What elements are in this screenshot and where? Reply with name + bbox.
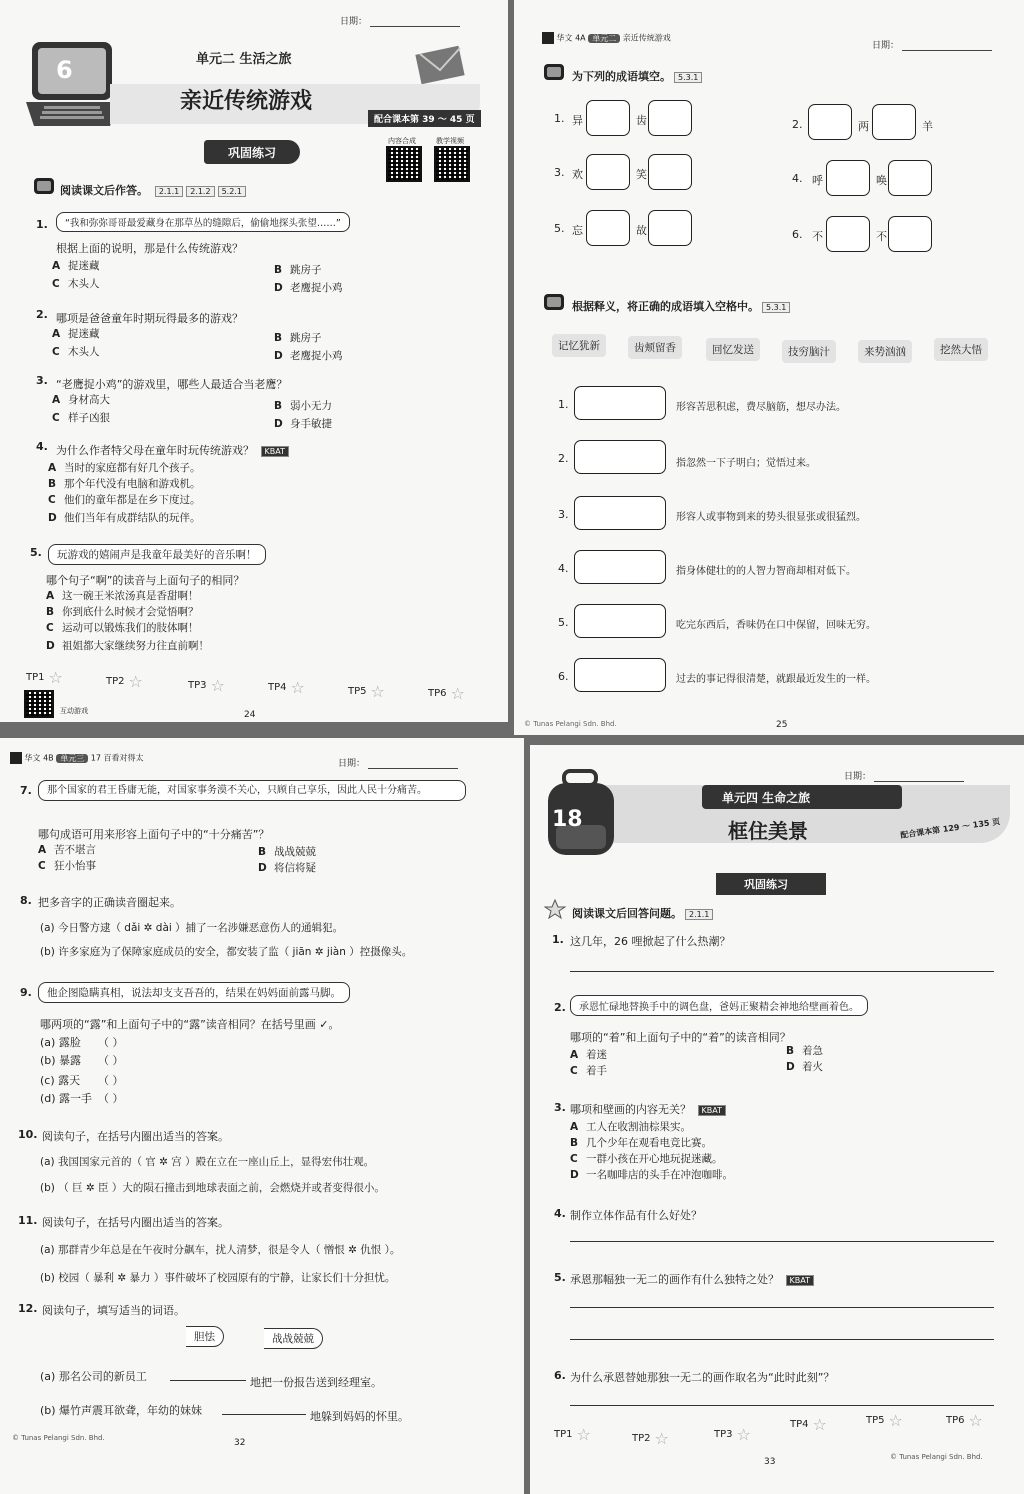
q7-prompt: 哪句成语可用来形容上面句子中的“十分痛苦”？: [38, 828, 270, 841]
q1-option-b[interactable]: B 跳房子: [274, 264, 322, 276]
textbook-reference: 配合课本第 39 ～ 45 页: [368, 110, 481, 127]
def-4-answer-box[interactable]: [574, 550, 666, 584]
lesson-number: 18: [552, 807, 583, 832]
running-header: 华文 4A 单元二 亲近传统游戏: [542, 32, 671, 44]
q3-option-a[interactable]: A 工人在收割油棕果实。: [570, 1121, 691, 1133]
q1-number: 1.: [36, 218, 48, 231]
q4-prompt: 为什么作者特父母在童年时玩传统游戏？ KBAT: [56, 442, 289, 458]
def-5-answer-box[interactable]: [574, 604, 666, 638]
def-3-text: 形容人或事物到来的势头很显张或很猛烈。: [676, 512, 866, 523]
unit-label: 单元四 生命之旅: [722, 791, 811, 805]
page-33: [530, 745, 1024, 1494]
q2-option-b[interactable]: B 着急: [786, 1045, 823, 1057]
q2-prompt: 哪项是爸爸童年时期玩得最多的游戏？: [56, 312, 243, 325]
q10-sentence-b[interactable]: (b) （ 巨 ✲ 臣 ）大的陨石撞击到地球表面之前，会燃烧并或者变得很小。: [40, 1182, 385, 1194]
q2-option-a[interactable]: A 捉迷藏: [52, 328, 100, 340]
q3-option-a[interactable]: A 身材高大: [52, 394, 110, 406]
q4-option-d[interactable]: D 他们当年有成群结队的玩伴。: [48, 512, 201, 524]
q1-number: 1.: [552, 933, 564, 946]
qr-code-content[interactable]: [386, 146, 422, 182]
def-2-text: 指忽然一下子明白；觉悟过来。: [676, 458, 816, 469]
star-icon[interactable]: ☆: [290, 678, 305, 697]
unit-label: 单元二 生活之旅: [196, 52, 292, 67]
star-icon[interactable]: ☆: [370, 682, 385, 701]
q7-option-a[interactable]: A 苦不堪言: [38, 844, 96, 856]
copyright: © Tunas Pelangi Sdn. Bhd.: [12, 1434, 105, 1442]
q11-number: 11.: [18, 1214, 38, 1227]
page-32: [0, 738, 524, 1494]
q4-prompt: 制作立体作品有什么好处？: [570, 1209, 702, 1222]
q12-blank-b[interactable]: [222, 1414, 306, 1415]
q4-option-c[interactable]: C 他们的童年都是在乡下度过。: [48, 494, 201, 506]
copyright: © Tunas Pelangi Sdn. Bhd.: [524, 720, 617, 728]
q5-answer-line-2[interactable]: [570, 1339, 994, 1340]
q7-option-c[interactable]: C 狂小怡事: [38, 860, 96, 872]
word-chip-1[interactable]: 记忆犹新: [552, 334, 606, 357]
q4-option-a[interactable]: A 当时的家庭都有好几个孩子。: [48, 462, 201, 474]
q12-prompt: 阅读句子，填写适当的词语。: [42, 1304, 185, 1317]
q1-prompt: 这几年，26 哩掀起了什么热潮？: [570, 935, 731, 948]
q3-option-c[interactable]: C 一群小孩在开心地玩捉迷藏。: [570, 1153, 723, 1165]
q12-sentence-a-start: (a) 那名公司的新员工: [40, 1370, 147, 1383]
lesson-number: 6: [56, 56, 73, 84]
star-icon[interactable]: ☆: [210, 676, 225, 695]
practice-tag: 巩固练习: [228, 146, 277, 160]
q1-prompt: 根据上面的说明，那是什么传统游戏？: [56, 242, 243, 255]
idiom-6-char-a: 不: [812, 230, 823, 243]
q3-option-d[interactable]: D 身手敏捷: [274, 418, 332, 430]
q2-number: 2.: [554, 1001, 566, 1014]
def-6-number: 6.: [558, 670, 569, 683]
word-chip-5[interactable]: 来势汹汹: [858, 340, 912, 363]
def-1-text: 形容苦思积虑，费尽脑筋，想尽办法。: [676, 402, 846, 413]
q10-sentence-a[interactable]: (a) 我国国家元首的（ 官 ✲ 宫 ）殿在立在一座山丘上，显得宏伟壮观。: [40, 1156, 375, 1168]
q2-option-c[interactable]: C 着手: [570, 1065, 607, 1077]
q11-sentence-b[interactable]: (b) 校园（ 暴利 ✲ 暴力 ）事件破坏了校园原有的宁静，让家长们十分担忧。: [40, 1272, 396, 1284]
qr-code-game[interactable]: [24, 690, 54, 718]
word-chip-2[interactable]: 齿颊留香: [628, 336, 682, 359]
page-24: [0, 0, 508, 722]
q3-option-b[interactable]: B 几个少年在观看电竞比赛。: [570, 1137, 712, 1149]
q1-quote: “我和弥弥哥哥最爱藏身在那草丛的缝隙后，偷偷地探头张望……”: [56, 212, 350, 232]
idiom-6-blank-1[interactable]: [826, 216, 870, 252]
tp5-rating[interactable]: TP5 ☆: [348, 682, 385, 701]
q4-number: 4.: [554, 1207, 566, 1220]
idiom-2-number: 2.: [792, 118, 803, 131]
tp6-rating[interactable]: TP6 ☆: [946, 1411, 983, 1430]
idiom-5-char-a: 忘: [572, 224, 583, 237]
q2-option-a[interactable]: A 着迷: [570, 1049, 607, 1061]
q3-option-c[interactable]: C 样子凶狠: [52, 412, 110, 424]
section1-instruction: 为下列的成语填空。 5.3.1: [572, 68, 702, 84]
q8-sentence-a[interactable]: (a) 今日警方逮（ dǎi ✲ dài ）捕了一名涉嫌恶意伤人的通辑犯。: [40, 922, 344, 934]
page-number: 33: [764, 1457, 776, 1467]
page-25: [514, 0, 1024, 735]
q5-option-c[interactable]: C 运动可以锻炼我们的肢体啊！: [46, 622, 199, 634]
footer-note: 互动游戏: [60, 707, 88, 715]
q3-prompt: 哪项和壁画的内容无关？ KBAT: [570, 1101, 726, 1117]
date-field[interactable]: 日期：: [338, 756, 458, 769]
def-5-number: 5.: [558, 616, 569, 629]
q9-quote: 他企图隐瞒真相，说法却支支吾吾的，结果在妈妈面前露马脚。: [38, 982, 350, 1003]
def-6-text: 过去的事记得很清楚，就跟最近发生的一样。: [676, 674, 876, 685]
word-chip-zhanzhan[interactable]: 战战兢兢: [264, 1328, 323, 1349]
q2-option-d[interactable]: D 着火: [786, 1061, 823, 1073]
idiom-3-number: 3.: [554, 166, 565, 179]
tv-icon: [544, 294, 564, 310]
q3-option-b[interactable]: B 弱小无力: [274, 400, 332, 412]
q5-number: 5.: [30, 546, 42, 559]
q9-option-d[interactable]: (d) 露一手 （ ）: [40, 1092, 124, 1105]
q9-number: 9.: [20, 986, 32, 999]
q11-prompt: 阅读句子，在括号内圈出适当的答案。: [42, 1216, 229, 1229]
idiom-1-char-a: 异: [572, 114, 583, 127]
section-instruction: 阅读课文后回答问题。 2.1.1: [572, 905, 713, 921]
def-5-text: 吃完东西后，香味仍在口中保留，回味无穷。: [676, 620, 876, 631]
tp4-rating[interactable]: TP4 ☆: [790, 1415, 827, 1434]
q10-prompt: 阅读句子，在括号内圈出适当的答案。: [42, 1130, 229, 1143]
idiom-5-blank-1[interactable]: [586, 210, 630, 246]
qr-label-2: 教学视频: [436, 137, 464, 145]
star-icon[interactable]: ☆: [968, 1411, 983, 1430]
q9-prompt: 哪两项的“露”和上面句子中的“露”读音相同？在括号里画 ✓。: [40, 1018, 340, 1031]
idiom-2-char-c: 羊: [922, 120, 933, 133]
q5-option-a[interactable]: A 这一碗王米浓汤真是香甜啊！: [46, 590, 199, 602]
q3-number: 3.: [36, 374, 48, 387]
def-2-answer-box[interactable]: [574, 440, 666, 474]
tp4-rating[interactable]: TP4 ☆: [268, 678, 305, 697]
q2-option-d[interactable]: D 老鹰捉小鸡: [274, 350, 343, 362]
star-icon[interactable]: ☆: [128, 672, 143, 691]
def-4-number: 4.: [558, 562, 569, 575]
tp5-rating[interactable]: TP5 ☆: [866, 1411, 903, 1430]
date-field[interactable]: 日期：: [340, 14, 460, 27]
tp2-rating[interactable]: TP2 ☆: [632, 1429, 669, 1448]
idiom-4-blank-1[interactable]: [826, 160, 870, 196]
date-field[interactable]: 日期：: [844, 769, 964, 782]
running-header: 华文 4B 单元三 17 百看对得太: [10, 752, 144, 764]
idiom-3-blank-2[interactable]: [648, 154, 692, 190]
q7-option-d[interactable]: D 将信将疑: [258, 862, 316, 874]
idiom-1-number: 1.: [554, 112, 565, 125]
q5-prompt: 承恩那幅独一无二的画作有什么独特之处？ KBAT: [570, 1271, 814, 1287]
textbook-reference: 配合课本第 129 ～ 135 页: [899, 817, 1001, 840]
q8-number: 8.: [20, 894, 32, 907]
idiom-6-char-b: 不: [876, 230, 887, 243]
idiom-4-char-b: 唤: [876, 174, 887, 187]
idiom-2-blank-1[interactable]: [808, 104, 852, 140]
idiom-3-blank-1[interactable]: [586, 154, 630, 190]
word-chip-6[interactable]: 挖然大悟: [934, 338, 988, 361]
idiom-5-number: 5.: [554, 222, 565, 235]
q7-quote: 那个国家的君王昏庸无能，对国家事务漠不关心，只顾自己享乐，因此人民十分痛苦。: [38, 780, 466, 801]
page-title: 亲近传统游戏: [180, 89, 313, 114]
q9-option-c[interactable]: (c) 露天 （ ）: [40, 1074, 124, 1087]
idiom-2-char-b: 两: [858, 120, 869, 133]
q8-prompt: 把多音字的正确读音圈起来。: [38, 896, 181, 909]
star-icon[interactable]: ☆: [48, 668, 63, 687]
tp1-rating[interactable]: TP1 ☆: [554, 1425, 591, 1444]
q3-number: 3.: [554, 1101, 566, 1114]
q5-quote: 玩游戏的嬉闹声是我童年最美好的音乐啊！: [48, 544, 266, 565]
star-section-icon: [544, 899, 566, 919]
tp3-rating[interactable]: TP3 ☆: [714, 1425, 751, 1444]
word-chip-danqie[interactable]: 胆怯: [186, 1326, 224, 1347]
page-number: 32: [234, 1438, 246, 1448]
idiom-1-blank-2[interactable]: [648, 100, 692, 136]
def-3-answer-box[interactable]: [574, 496, 666, 530]
qr-label-1: 内容合成: [388, 137, 416, 145]
q4-option-b[interactable]: B 那个年代没有电脑和游戏机。: [48, 478, 201, 490]
page-title: 框住美景: [728, 819, 808, 843]
q8-sentence-b[interactable]: (b) 许多家庭为了保障家庭成员的安全，都安装了监（ jiān ✲ jiàn ）控摄像头。: [40, 946, 413, 958]
q6-answer-line[interactable]: [570, 1405, 994, 1406]
q7-option-b[interactable]: B 战战兢兢: [258, 846, 316, 858]
tp6-rating[interactable]: TP6 ☆: [428, 684, 465, 703]
idiom-4-blank-2[interactable]: [888, 160, 932, 196]
q3-option-d[interactable]: D 一名咖啡店的头手在冲泡咖啡。: [570, 1169, 733, 1181]
laptop-icon: [26, 40, 118, 128]
page-number: 24: [244, 710, 256, 720]
word-chip-3[interactable]: 回忆发送: [706, 338, 760, 361]
q12-blank-a[interactable]: [170, 1380, 246, 1381]
qr-code-video[interactable]: [434, 146, 470, 182]
q5-answer-line-1[interactable]: [570, 1307, 994, 1308]
copyright: © Tunas Pelangi Sdn. Bhd.: [890, 1453, 983, 1461]
idiom-6-blank-2[interactable]: [888, 216, 932, 252]
q2-option-b[interactable]: B 跳房子: [274, 332, 322, 344]
star-icon[interactable]: ☆: [812, 1415, 827, 1434]
q2-prompt: 哪项的“着”和上面句子中的“着”的读音相同？: [570, 1031, 791, 1044]
q6-prompt: 为什么承恩替她那独一无二的画作取名为“此时此刻”？: [570, 1371, 835, 1384]
q9-option-a[interactable]: (a) 露脸 （ ）: [40, 1036, 124, 1049]
q6-number: 6.: [554, 1369, 566, 1382]
star-icon[interactable]: ☆: [736, 1425, 751, 1444]
q2-number: 2.: [36, 308, 48, 321]
q5-option-b[interactable]: B 你到底什么时候才会觉悟啊？: [46, 606, 199, 618]
section2-instruction: 根据释义，将正确的成语填入空格中。 5.3.1: [572, 298, 790, 314]
tp1-rating[interactable]: TP1 ☆: [26, 668, 63, 687]
idiom-3-char-a: 欢: [572, 168, 583, 181]
page-number: 25: [776, 720, 788, 730]
star-icon[interactable]: ☆: [576, 1425, 591, 1444]
idiom-4-number: 4.: [792, 172, 803, 185]
q1-answer-line[interactable]: [570, 971, 994, 972]
idiom-5-char-b: 故: [636, 224, 647, 237]
q3-prompt: “老鹰捉小鸡”的游戏里，哪些人最适合当老鹰？: [56, 378, 288, 391]
q12-sentence-b-end: 地躲到妈妈的怀里。: [310, 1410, 409, 1423]
tp3-rating[interactable]: TP3 ☆: [188, 676, 225, 695]
idiom-5-blank-2[interactable]: [648, 210, 692, 246]
def-1-answer-box[interactable]: [574, 386, 666, 420]
q11-sentence-a[interactable]: (a) 那群青少年总是在午夜时分飙车，扰人清梦，很是令人（ 憎恨 ✲ 仇恨 ）。: [40, 1244, 401, 1256]
section-instruction: 阅读课文后作答。 2.1.1 2.1.2 5.2.1: [60, 182, 246, 198]
q1-option-c[interactable]: C 木头人: [52, 278, 100, 290]
def-1-number: 1.: [558, 398, 569, 411]
q5-prompt: 哪个句子“啊”的读音与上面句子的相同？: [46, 574, 245, 587]
def-3-number: 3.: [558, 508, 569, 521]
envelope-icon: [414, 42, 470, 84]
q10-number: 10.: [18, 1128, 38, 1141]
word-chip-4[interactable]: 技穷脑汁: [782, 340, 836, 363]
idiom-1-char-b: 齿: [636, 114, 647, 127]
q2-quote: 承恩忙碌地替换手中的调色盘，爸妈正聚精会神地给壁画着色。: [570, 995, 868, 1016]
q5-number: 5.: [554, 1271, 566, 1284]
practice-tag: 巩固练习: [744, 878, 788, 891]
q7-number: 7.: [20, 784, 32, 797]
idiom-1-blank-1[interactable]: [586, 100, 630, 136]
idiom-2-blank-2[interactable]: [872, 104, 916, 140]
idiom-4-char-a: 呼: [812, 174, 823, 187]
q1-option-d[interactable]: D 老鹰捉小鸡: [274, 282, 343, 294]
q9-option-b[interactable]: (b) 暴露 （ ）: [40, 1054, 124, 1067]
q2-option-c[interactable]: C 木头人: [52, 346, 100, 358]
def-2-number: 2.: [558, 452, 569, 465]
q4-answer-line[interactable]: [570, 1241, 994, 1242]
star-icon[interactable]: ☆: [654, 1429, 669, 1448]
def-4-text: 指身体健壮的的人智力智商却相对低下。: [676, 566, 856, 577]
star-icon[interactable]: ☆: [450, 684, 465, 703]
star-icon[interactable]: ☆: [888, 1411, 903, 1430]
tp2-rating[interactable]: TP2 ☆: [106, 672, 143, 691]
idiom-3-char-b: 笑: [636, 168, 647, 181]
q12-sentence-a-end: 地把一份报告送到经理室。: [250, 1376, 382, 1389]
date-field[interactable]: 日期：: [872, 38, 992, 51]
tv-icon: [34, 178, 54, 194]
q1-option-a[interactable]: A 捉迷藏: [52, 260, 100, 272]
q4-number: 4.: [36, 440, 48, 453]
tv-icon: [544, 64, 564, 80]
q12-sentence-b-start: (b) 爆竹声震耳欲聋，年幼的妹妹: [40, 1404, 203, 1417]
def-6-answer-box[interactable]: [574, 658, 666, 692]
q12-number: 12.: [18, 1302, 38, 1315]
q5-option-d[interactable]: D 祖姐都大家继续努力往直前啊！: [46, 640, 209, 652]
idiom-6-number: 6.: [792, 228, 803, 241]
